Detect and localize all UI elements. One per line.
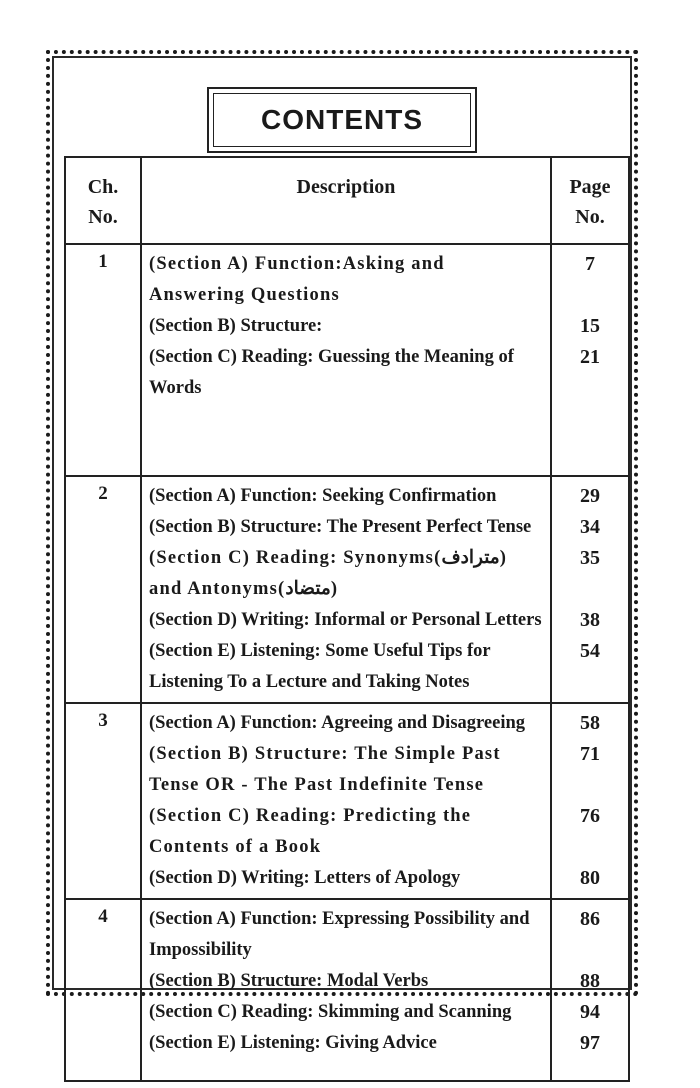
toc-entry[interactable]: (Section C) Reading: Skimming and Scanning — [149, 1002, 512, 1022]
toc-entry[interactable]: (Section C) Reading: Synonyms(مترادف) and Antonyms(متضاد) — [149, 548, 508, 599]
page-number: 71 — [580, 743, 600, 765]
page-header-line2: No. — [575, 206, 605, 228]
toc-entry[interactable]: (Section B) Structure: — [149, 316, 323, 336]
toc-entry[interactable]: (Section D) Writing: Informal or Personal Letters — [149, 610, 542, 630]
chapter-number: 4 — [65, 899, 141, 1081]
contents-table — [64, 156, 630, 1082]
chapter-header-line1: Ch. — [87, 176, 119, 198]
page-number: 54 — [580, 640, 600, 662]
page-number: 76 — [580, 805, 600, 827]
page-title: CONTENTS — [261, 104, 423, 135]
page-number: 34 — [580, 516, 600, 538]
toc-entry[interactable]: (Section D) Writing: Letters of Apology — [149, 868, 461, 888]
toc-entry[interactable]: (Section C) Reading: Predicting the Contents of a Book — [149, 806, 472, 857]
page-number: 97 — [580, 1032, 600, 1054]
chapter-row-3 — [65, 703, 629, 899]
chapter-pages — [551, 476, 629, 703]
toc-entry[interactable]: (Section E) Listening: Some Useful Tips for Listening To a Lecture and Taking Notes — [149, 641, 491, 692]
toc-entry[interactable]: (Section A) Function: Expressing Possibility and Impossibility — [149, 909, 530, 960]
page-number: 38 — [580, 609, 600, 631]
description-header: Description — [141, 157, 551, 244]
chapter-row-1 — [65, 244, 629, 476]
chapter-pages — [551, 899, 629, 1081]
chapter-row-4 — [65, 899, 629, 1081]
chapter-number: 1 — [65, 244, 141, 476]
chapter-row-2 — [65, 476, 629, 703]
chapter-entries — [141, 244, 551, 476]
contents-title-box — [207, 87, 477, 153]
table-header-row — [65, 157, 629, 244]
chapter-number: 3 — [65, 703, 141, 899]
page-number: 86 — [580, 908, 600, 930]
toc-entry[interactable]: (Section B) Structure: The Present Perfect Tense — [149, 517, 532, 537]
chapter-number-header — [65, 157, 141, 244]
page-header-line1: Page — [569, 176, 611, 198]
chapter-header-line2: No. — [88, 206, 118, 228]
page-number: 29 — [580, 485, 600, 507]
toc-entry[interactable]: (Section B) Structure: Modal Verbs — [149, 971, 429, 991]
chapter-pages — [551, 244, 629, 476]
page-number: 35 — [580, 547, 600, 569]
chapter-entries — [141, 476, 551, 703]
toc-entry[interactable]: (Section B) Structure: The Simple Past Tense OR - The Past Indefinite Tense — [149, 744, 501, 795]
page-number: 21 — [580, 346, 600, 368]
page-number: 80 — [580, 867, 600, 889]
toc-entry[interactable]: (Section C) Reading: Guessing the Meaning of Words — [149, 347, 514, 398]
page-number: 7 — [585, 253, 595, 275]
page-number-header — [551, 157, 629, 244]
chapter-number: 2 — [65, 476, 141, 703]
page-number: 58 — [580, 712, 600, 734]
toc-entry[interactable]: (Section A) Function: Seeking Confirmation — [149, 486, 497, 506]
chapter-entries — [141, 703, 551, 899]
toc-entry[interactable]: (Section A) Function:Asking and Answering Questions — [149, 254, 445, 305]
page-number: 15 — [580, 315, 600, 337]
chapter-pages — [551, 703, 629, 899]
toc-entry[interactable]: (Section A) Function: Agreeing and Disagreeing — [149, 713, 525, 733]
page-number: 94 — [580, 1001, 600, 1023]
toc-entry[interactable]: (Section E) Listening: Giving Advice — [149, 1033, 437, 1053]
chapter-entries — [141, 899, 551, 1081]
page-number: 88 — [580, 970, 600, 992]
